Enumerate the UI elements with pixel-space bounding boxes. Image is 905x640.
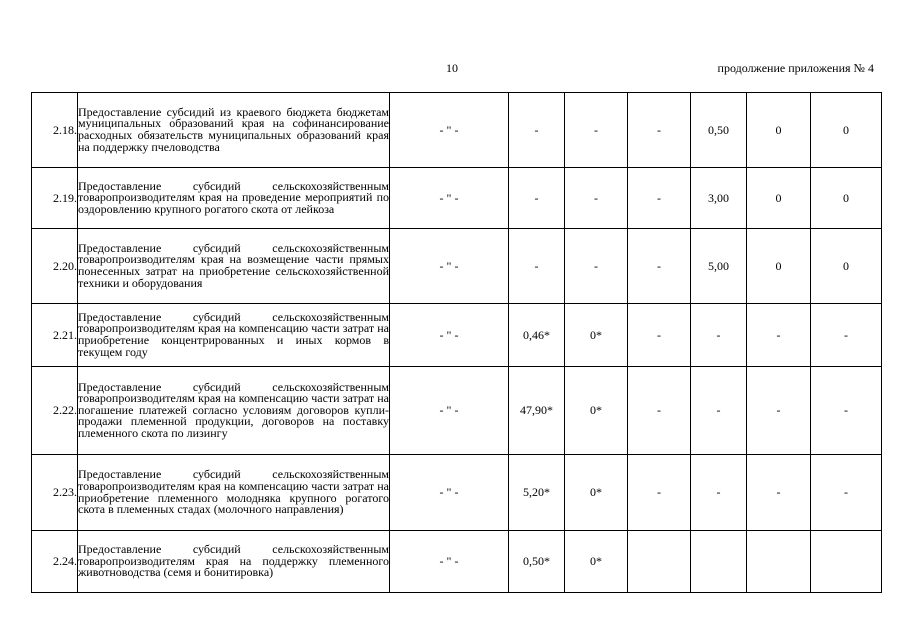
row-description: Предоставление субсидий из краевого бюджета бюджетам муниципальных образований края на софинансирование расходных обязательств муниципальных образований края на поддержку пчеловодства bbox=[78, 93, 390, 168]
row-ditto: - " - bbox=[390, 229, 509, 304]
table-row bbox=[32, 455, 882, 531]
value-cell: 0 bbox=[811, 229, 882, 304]
value-cell: - bbox=[628, 229, 691, 304]
value-cell: 5,20* bbox=[509, 455, 565, 531]
value-cell: - bbox=[628, 304, 691, 367]
value-cell: - bbox=[565, 229, 628, 304]
value-cell: - bbox=[747, 304, 811, 367]
row-ditto: - " - bbox=[390, 455, 509, 531]
row-number: 2.22. bbox=[32, 367, 78, 455]
value-cell: - bbox=[811, 304, 882, 367]
row-number: 2.24. bbox=[32, 531, 78, 593]
row-number: 2.23. bbox=[32, 455, 78, 531]
row-ditto: - " - bbox=[390, 93, 509, 168]
subsidy-table bbox=[31, 92, 882, 593]
value-cell bbox=[691, 531, 747, 593]
continuation-label: продолжение приложения № 4 bbox=[717, 61, 874, 75]
row-description: Предоставление субсидий сельскохозяйственным товаропроизводителям края на возмещение части прямых понесенных затрат на приобретение сельскохозяйственной техники и оборудования bbox=[78, 229, 390, 304]
row-description: Предоставление субсидий сельскохозяйственным товаропроизводителям края на компенсацию части затрат на приобретение концентрированных и иных кормов в текущем году bbox=[78, 304, 390, 367]
value-cell: 5,00 bbox=[691, 229, 747, 304]
value-cell: - bbox=[565, 93, 628, 168]
value-cell: - bbox=[509, 93, 565, 168]
row-description: Предоставление субсидий сельскохозяйственным товаропроизводителям края на проведение мероприятий по оздоровлению крупного рогатого скота от лейкоза bbox=[78, 168, 390, 229]
value-cell: - bbox=[628, 367, 691, 455]
value-cell: 0* bbox=[565, 367, 628, 455]
table-row bbox=[32, 531, 882, 593]
row-number: 2.19. bbox=[32, 168, 78, 229]
table-body bbox=[32, 93, 882, 593]
value-cell: - bbox=[691, 304, 747, 367]
row-number: 2.21. bbox=[32, 304, 78, 367]
table-row bbox=[32, 367, 882, 455]
row-number: 2.18. bbox=[32, 93, 78, 168]
table-row bbox=[32, 168, 882, 229]
row-ditto: - " - bbox=[390, 304, 509, 367]
row-ditto: - " - bbox=[390, 168, 509, 229]
table-row bbox=[32, 229, 882, 304]
value-cell: 0* bbox=[565, 455, 628, 531]
value-cell: 0,46* bbox=[509, 304, 565, 367]
page-number: 10 bbox=[446, 61, 458, 75]
value-cell: 3,00 bbox=[691, 168, 747, 229]
value-cell bbox=[628, 531, 691, 593]
value-cell bbox=[747, 531, 811, 593]
value-cell: - bbox=[691, 367, 747, 455]
value-cell: 0 bbox=[811, 168, 882, 229]
value-cell: 0,50* bbox=[509, 531, 565, 593]
row-ditto: - " - bbox=[390, 531, 509, 593]
value-cell: - bbox=[691, 455, 747, 531]
value-cell: - bbox=[811, 367, 882, 455]
value-cell: - bbox=[811, 455, 882, 531]
value-cell: - bbox=[747, 455, 811, 531]
value-cell: - bbox=[628, 93, 691, 168]
value-cell: 0* bbox=[565, 304, 628, 367]
value-cell: 0,50 bbox=[691, 93, 747, 168]
value-cell: 0 bbox=[747, 168, 811, 229]
value-cell: - bbox=[747, 367, 811, 455]
row-description: Предоставление субсидий сельскохозяйственным товаропроизводителям края на компенсацию части затрат на приобретение племенного молодняка крупного рогатого скота в племенных стадах (молочного направления) bbox=[78, 455, 390, 531]
value-cell: - bbox=[565, 168, 628, 229]
value-cell: 0 bbox=[811, 93, 882, 168]
table-row bbox=[32, 304, 882, 367]
row-number: 2.20. bbox=[32, 229, 78, 304]
table-row bbox=[32, 93, 882, 168]
row-ditto: - " - bbox=[390, 367, 509, 455]
value-cell: - bbox=[509, 168, 565, 229]
row-description: Предоставление субсидий сельскохозяйственным товаропроизводителям края на поддержку племенного животноводства (семя и бонитировка) bbox=[78, 531, 390, 593]
value-cell: - bbox=[628, 455, 691, 531]
value-cell: 0 bbox=[747, 93, 811, 168]
value-cell: 0* bbox=[565, 531, 628, 593]
value-cell bbox=[811, 531, 882, 593]
value-cell: - bbox=[509, 229, 565, 304]
value-cell: 47,90* bbox=[509, 367, 565, 455]
row-description: Предоставление субсидий сельскохозяйственным товаропроизводителям края на компенсацию части затрат на погашение платежей согласно условиям договоров купли-продажи племенной продукции, договоров на поставку племенного скота по лизингу bbox=[78, 367, 390, 455]
value-cell: 0 bbox=[747, 229, 811, 304]
value-cell: - bbox=[628, 168, 691, 229]
